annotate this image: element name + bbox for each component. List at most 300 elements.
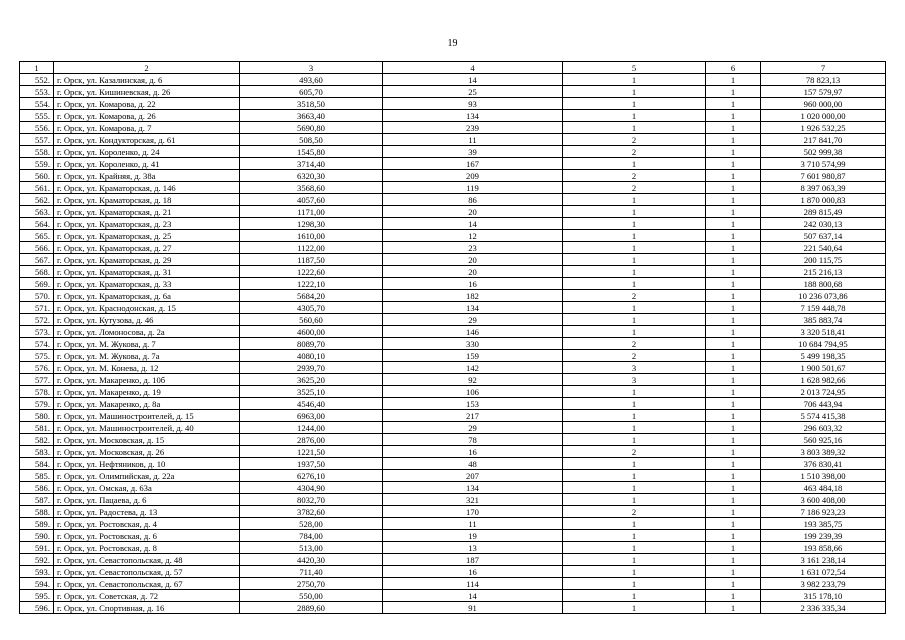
table-row: [20, 242, 886, 254]
header-cell-5: 5: [563, 62, 706, 74]
col5-cell: 1: [563, 434, 706, 446]
col6-cell: 1: [706, 422, 761, 434]
count-cell: 20: [383, 266, 563, 278]
address-cell: г. Орск, ул. Краснодонская, д. 15: [54, 302, 240, 314]
area-cell: 3525,10: [240, 386, 383, 398]
col5-cell: 2: [563, 506, 706, 518]
row-number: 587.: [20, 494, 54, 506]
col6-cell: 1: [706, 506, 761, 518]
address-cell: г. Орск, ул. М. Жукова, д. 7а: [54, 350, 240, 362]
col5-cell: 1: [563, 542, 706, 554]
col5-cell: 1: [563, 230, 706, 242]
col5-cell: 1: [563, 314, 706, 326]
address-cell: г. Орск, ул. Крайняя, д. 38а: [54, 170, 240, 182]
amount-cell: 78 823,13: [761, 74, 886, 86]
table-row: [20, 590, 886, 602]
area-cell: 5684,20: [240, 290, 383, 302]
count-cell: 78: [383, 434, 563, 446]
row-number: 571.: [20, 302, 54, 314]
table-row: [20, 386, 886, 398]
header-cell-7: 7: [761, 62, 886, 74]
count-cell: 239: [383, 122, 563, 134]
count-cell: 170: [383, 506, 563, 518]
table-row: [20, 602, 886, 614]
col6-cell: 1: [706, 542, 761, 554]
count-cell: 92: [383, 374, 563, 386]
row-number: 585.: [20, 470, 54, 482]
area-cell: 711,40: [240, 566, 383, 578]
area-cell: 4304,90: [240, 482, 383, 494]
table-row: [20, 182, 886, 194]
address-cell: г. Орск, ул. Машиностроителей, д. 40: [54, 422, 240, 434]
table-row: [20, 362, 886, 374]
col5-cell: 1: [563, 194, 706, 206]
address-cell: г. Орск, ул. Краматорская, д. 27: [54, 242, 240, 254]
col6-cell: 1: [706, 110, 761, 122]
col5-cell: 1: [563, 86, 706, 98]
row-number: 565.: [20, 230, 54, 242]
col6-cell: 1: [706, 290, 761, 302]
amount-cell: 193 385,75: [761, 518, 886, 530]
address-cell: г. Орск, ул. Кишиневская, д. 26: [54, 86, 240, 98]
row-number: 592.: [20, 554, 54, 566]
amount-cell: 1 926 532,25: [761, 122, 886, 134]
header-cell-4: 4: [383, 62, 563, 74]
area-cell: 1937,50: [240, 458, 383, 470]
area-cell: 605,70: [240, 86, 383, 98]
amount-cell: 507 637,14: [761, 230, 886, 242]
row-number: 582.: [20, 434, 54, 446]
row-number: 564.: [20, 218, 54, 230]
table-row: [20, 278, 886, 290]
count-cell: 209: [383, 170, 563, 182]
amount-cell: 3 982 233,79: [761, 578, 886, 590]
area-cell: 2889,60: [240, 602, 383, 614]
col6-cell: 1: [706, 194, 761, 206]
row-number: 567.: [20, 254, 54, 266]
row-number: 577.: [20, 374, 54, 386]
table-header: [20, 62, 886, 74]
row-number: 583.: [20, 446, 54, 458]
area-cell: 6276,10: [240, 470, 383, 482]
col5-cell: 1: [563, 110, 706, 122]
amount-cell: 3 803 389,32: [761, 446, 886, 458]
row-number: 566.: [20, 242, 54, 254]
amount-cell: 1 510 398,00: [761, 470, 886, 482]
area-cell: 8032,70: [240, 494, 383, 506]
count-cell: 134: [383, 302, 563, 314]
col6-cell: 1: [706, 134, 761, 146]
area-cell: 2750,70: [240, 578, 383, 590]
count-cell: 86: [383, 194, 563, 206]
col5-cell: 1: [563, 302, 706, 314]
count-cell: 187: [383, 554, 563, 566]
row-number: 555.: [20, 110, 54, 122]
address-cell: г. Орск, ул. Краматорская, д. 31: [54, 266, 240, 278]
col6-cell: 1: [706, 74, 761, 86]
col5-cell: 1: [563, 458, 706, 470]
address-cell: г. Орск, ул. Краматорская, д. 6а: [54, 290, 240, 302]
col6-cell: 1: [706, 374, 761, 386]
amount-cell: 10 684 794,95: [761, 338, 886, 350]
count-cell: 11: [383, 134, 563, 146]
amount-cell: 7 601 980,87: [761, 170, 886, 182]
col6-cell: 1: [706, 146, 761, 158]
col5-cell: 2: [563, 338, 706, 350]
amount-cell: 8 397 063,39: [761, 182, 886, 194]
address-cell: г. Орск, ул. Комарова, д. 7: [54, 122, 240, 134]
amount-cell: 2 013 724,95: [761, 386, 886, 398]
table-row: [20, 350, 886, 362]
count-cell: 48: [383, 458, 563, 470]
row-number: 572.: [20, 314, 54, 326]
count-cell: 14: [383, 74, 563, 86]
table-row: [20, 566, 886, 578]
col5-cell: 2: [563, 170, 706, 182]
registry-table: [19, 61, 886, 614]
area-cell: 6320,30: [240, 170, 383, 182]
area-cell: 8089,70: [240, 338, 383, 350]
amount-cell: 502 999,38: [761, 146, 886, 158]
amount-cell: 315 178,10: [761, 590, 886, 602]
col5-cell: 1: [563, 98, 706, 110]
address-cell: г. Орск, ул. Пацаева, д. 6: [54, 494, 240, 506]
area-cell: 1122,00: [240, 242, 383, 254]
col6-cell: 1: [706, 590, 761, 602]
col6-cell: 1: [706, 206, 761, 218]
col5-cell: 1: [563, 278, 706, 290]
area-cell: 2876,00: [240, 434, 383, 446]
col6-cell: 1: [706, 314, 761, 326]
area-cell: 1221,50: [240, 446, 383, 458]
row-number: 569.: [20, 278, 54, 290]
address-cell: г. Орск, ул. Севастопольская, д. 57: [54, 566, 240, 578]
col6-cell: 1: [706, 254, 761, 266]
amount-cell: 3 161 238,14: [761, 554, 886, 566]
address-cell: г. Орск, ул. Короленко, д. 24: [54, 146, 240, 158]
area-cell: 493,60: [240, 74, 383, 86]
amount-cell: 1 628 982,66: [761, 374, 886, 386]
amount-cell: 289 815,49: [761, 206, 886, 218]
count-cell: 159: [383, 350, 563, 362]
table-row: [20, 74, 886, 86]
header-cell-1: 1: [20, 62, 54, 74]
table-row: [20, 158, 886, 170]
table-row: [20, 326, 886, 338]
header-row: [20, 62, 886, 74]
col5-cell: 1: [563, 242, 706, 254]
col6-cell: 1: [706, 566, 761, 578]
col6-cell: 1: [706, 302, 761, 314]
row-number: 574.: [20, 338, 54, 350]
amount-cell: 1 631 072,54: [761, 566, 886, 578]
area-cell: 3663,40: [240, 110, 383, 122]
area-cell: 550,00: [240, 590, 383, 602]
table-row: [20, 134, 886, 146]
table-row: [20, 170, 886, 182]
table-row: [20, 518, 886, 530]
count-cell: 20: [383, 206, 563, 218]
table-row: [20, 422, 886, 434]
count-cell: 14: [383, 218, 563, 230]
col6-cell: 1: [706, 518, 761, 530]
amount-cell: 376 830,41: [761, 458, 886, 470]
row-number: 581.: [20, 422, 54, 434]
amount-cell: 10 236 073,86: [761, 290, 886, 302]
area-cell: 1545,80: [240, 146, 383, 158]
address-cell: г. Орск, ул. Омская, д. 63а: [54, 482, 240, 494]
page-number: 19: [447, 38, 458, 49]
amount-cell: 1 900 501,67: [761, 362, 886, 374]
col6-cell: 1: [706, 122, 761, 134]
col5-cell: 1: [563, 482, 706, 494]
address-cell: г. Орск, ул. Комарова, д. 22: [54, 98, 240, 110]
row-number: 553.: [20, 86, 54, 98]
col5-cell: 1: [563, 566, 706, 578]
amount-cell: 1 870 000,83: [761, 194, 886, 206]
col5-cell: 1: [563, 530, 706, 542]
table-row: [20, 434, 886, 446]
table-row: [20, 374, 886, 386]
col5-cell: 2: [563, 446, 706, 458]
row-number: 596.: [20, 602, 54, 614]
amount-cell: 385 883,74: [761, 314, 886, 326]
area-cell: 1298,30: [240, 218, 383, 230]
col6-cell: 1: [706, 602, 761, 614]
row-number: 554.: [20, 98, 54, 110]
area-cell: 5690,80: [240, 122, 383, 134]
address-cell: г. Орск, ул. Кондукторская, д. 61: [54, 134, 240, 146]
row-number: 578.: [20, 386, 54, 398]
col5-cell: 3: [563, 362, 706, 374]
count-cell: 13: [383, 542, 563, 554]
address-cell: г. Орск, ул. Краматорская, д. 18: [54, 194, 240, 206]
area-cell: 784,00: [240, 530, 383, 542]
row-number: 552.: [20, 74, 54, 86]
col6-cell: 1: [706, 218, 761, 230]
count-cell: 153: [383, 398, 563, 410]
count-cell: 16: [383, 446, 563, 458]
col6-cell: 1: [706, 386, 761, 398]
address-cell: г. Орск, ул. Макаренко, д. 10б: [54, 374, 240, 386]
table-row: [20, 230, 886, 242]
area-cell: 6963,00: [240, 410, 383, 422]
table-row: [20, 194, 886, 206]
count-cell: 217: [383, 410, 563, 422]
amount-cell: 3 600 408,00: [761, 494, 886, 506]
table-row: [20, 530, 886, 542]
count-cell: 114: [383, 578, 563, 590]
table-row: [20, 314, 886, 326]
area-cell: 508,50: [240, 134, 383, 146]
col6-cell: 1: [706, 266, 761, 278]
col6-cell: 1: [706, 494, 761, 506]
address-cell: г. Орск, ул. Советская, д. 72: [54, 590, 240, 602]
amount-cell: 215 216,13: [761, 266, 886, 278]
col5-cell: 2: [563, 134, 706, 146]
table-row: [20, 578, 886, 590]
count-cell: 16: [383, 566, 563, 578]
area-cell: 4080,10: [240, 350, 383, 362]
address-cell: г. Орск, ул. Кутузова, д. 46: [54, 314, 240, 326]
col6-cell: 1: [706, 458, 761, 470]
amount-cell: 960 000,00: [761, 98, 886, 110]
row-number: 588.: [20, 506, 54, 518]
header-cell-6: 6: [706, 62, 761, 74]
row-number: 558.: [20, 146, 54, 158]
header-cell-2: 2: [54, 62, 240, 74]
col5-cell: 2: [563, 146, 706, 158]
table-row: [20, 554, 886, 566]
area-cell: 1244,00: [240, 422, 383, 434]
header-cell-3: 3: [240, 62, 383, 74]
col6-cell: 1: [706, 326, 761, 338]
address-cell: г. Орск, ул. Краматорская, д. 23: [54, 218, 240, 230]
row-number: 563.: [20, 206, 54, 218]
col5-cell: 1: [563, 122, 706, 134]
address-cell: г. Орск, ул. Комарова, д. 26: [54, 110, 240, 122]
col6-cell: 1: [706, 446, 761, 458]
area-cell: 4057,60: [240, 194, 383, 206]
count-cell: 182: [383, 290, 563, 302]
amount-cell: 199 239,39: [761, 530, 886, 542]
col5-cell: 1: [563, 470, 706, 482]
col6-cell: 1: [706, 242, 761, 254]
col6-cell: 1: [706, 98, 761, 110]
col5-cell: 2: [563, 290, 706, 302]
area-cell: 4420,30: [240, 554, 383, 566]
amount-cell: 3 320 518,41: [761, 326, 886, 338]
amount-cell: 200 115,75: [761, 254, 886, 266]
area-cell: 3782,60: [240, 506, 383, 518]
address-cell: г. Орск, ул. Ломоносова, д. 2а: [54, 326, 240, 338]
area-cell: 4305,70: [240, 302, 383, 314]
col5-cell: 1: [563, 518, 706, 530]
row-number: 579.: [20, 398, 54, 410]
amount-cell: 560 925,16: [761, 434, 886, 446]
address-cell: г. Орск, ул. М. Жукова, д. 7: [54, 338, 240, 350]
address-cell: г. Орск, ул. Ростовская, д. 4: [54, 518, 240, 530]
col6-cell: 1: [706, 410, 761, 422]
table-row: [20, 458, 886, 470]
col5-cell: 1: [563, 266, 706, 278]
row-number: 576.: [20, 362, 54, 374]
col6-cell: 1: [706, 578, 761, 590]
address-cell: г. Орск, ул. Короленко, д. 41: [54, 158, 240, 170]
table-row: [20, 446, 886, 458]
address-cell: г. Орск, ул. Макаренко, д. 19: [54, 386, 240, 398]
area-cell: 1222,10: [240, 278, 383, 290]
row-number: 591.: [20, 542, 54, 554]
col6-cell: 1: [706, 338, 761, 350]
table-row: [20, 506, 886, 518]
row-number: 594.: [20, 578, 54, 590]
row-number: 595.: [20, 590, 54, 602]
col5-cell: 1: [563, 158, 706, 170]
address-cell: г. Орск, ул. Машиностроителей, д. 15: [54, 410, 240, 422]
count-cell: 20: [383, 254, 563, 266]
count-cell: 119: [383, 182, 563, 194]
table-row: [20, 398, 886, 410]
count-cell: 142: [383, 362, 563, 374]
area-cell: 1610,00: [240, 230, 383, 242]
count-cell: 14: [383, 590, 563, 602]
address-cell: г. Орск, ул. Московская, д. 15: [54, 434, 240, 446]
col6-cell: 1: [706, 362, 761, 374]
table-row: [20, 206, 886, 218]
col5-cell: 1: [563, 554, 706, 566]
row-number: 573.: [20, 326, 54, 338]
col5-cell: 1: [563, 494, 706, 506]
amount-cell: 5 574 415,38: [761, 410, 886, 422]
table-row: [20, 470, 886, 482]
count-cell: 11: [383, 518, 563, 530]
address-cell: г. Орск, ул. Ростовская, д. 6: [54, 530, 240, 542]
col6-cell: 1: [706, 530, 761, 542]
count-cell: 207: [383, 470, 563, 482]
col6-cell: 1: [706, 158, 761, 170]
row-number: 593.: [20, 566, 54, 578]
row-number: 561.: [20, 182, 54, 194]
count-cell: 134: [383, 110, 563, 122]
col6-cell: 1: [706, 398, 761, 410]
area-cell: 560,60: [240, 314, 383, 326]
area-cell: 1171,00: [240, 206, 383, 218]
col6-cell: 1: [706, 230, 761, 242]
count-cell: 19: [383, 530, 563, 542]
col6-cell: 1: [706, 278, 761, 290]
row-number: 570.: [20, 290, 54, 302]
area-cell: 3714,40: [240, 158, 383, 170]
row-number: 575.: [20, 350, 54, 362]
row-number: 557.: [20, 134, 54, 146]
amount-cell: 7 186 923,23: [761, 506, 886, 518]
area-cell: 1222,60: [240, 266, 383, 278]
col6-cell: 1: [706, 86, 761, 98]
address-cell: г. Орск, ул. Спортивная, д. 16: [54, 602, 240, 614]
col5-cell: 1: [563, 206, 706, 218]
col6-cell: 1: [706, 170, 761, 182]
col6-cell: 1: [706, 470, 761, 482]
amount-cell: 221 540,64: [761, 242, 886, 254]
address-cell: г. Орск, ул. Казалинская, д. 6: [54, 74, 240, 86]
amount-cell: 706 443,94: [761, 398, 886, 410]
row-number: 568.: [20, 266, 54, 278]
address-cell: г. Орск, ул. Краматорская, д. 146: [54, 182, 240, 194]
count-cell: 167: [383, 158, 563, 170]
count-cell: 25: [383, 86, 563, 98]
table-row: [20, 410, 886, 422]
row-number: 560.: [20, 170, 54, 182]
table-row: [20, 86, 886, 98]
col5-cell: 1: [563, 398, 706, 410]
area-cell: 1187,50: [240, 254, 383, 266]
amount-cell: 193 858,66: [761, 542, 886, 554]
col5-cell: 1: [563, 590, 706, 602]
col6-cell: 1: [706, 554, 761, 566]
table-row: [20, 146, 886, 158]
count-cell: 106: [383, 386, 563, 398]
count-cell: 29: [383, 314, 563, 326]
row-number: 559.: [20, 158, 54, 170]
col6-cell: 1: [706, 482, 761, 494]
col5-cell: 1: [563, 422, 706, 434]
col5-cell: 1: [563, 218, 706, 230]
count-cell: 321: [383, 494, 563, 506]
address-cell: г. Орск, ул. Макаренко, д. 8а: [54, 398, 240, 410]
table-row: [20, 122, 886, 134]
address-cell: г. Орск, ул. Радостева, д. 13: [54, 506, 240, 518]
